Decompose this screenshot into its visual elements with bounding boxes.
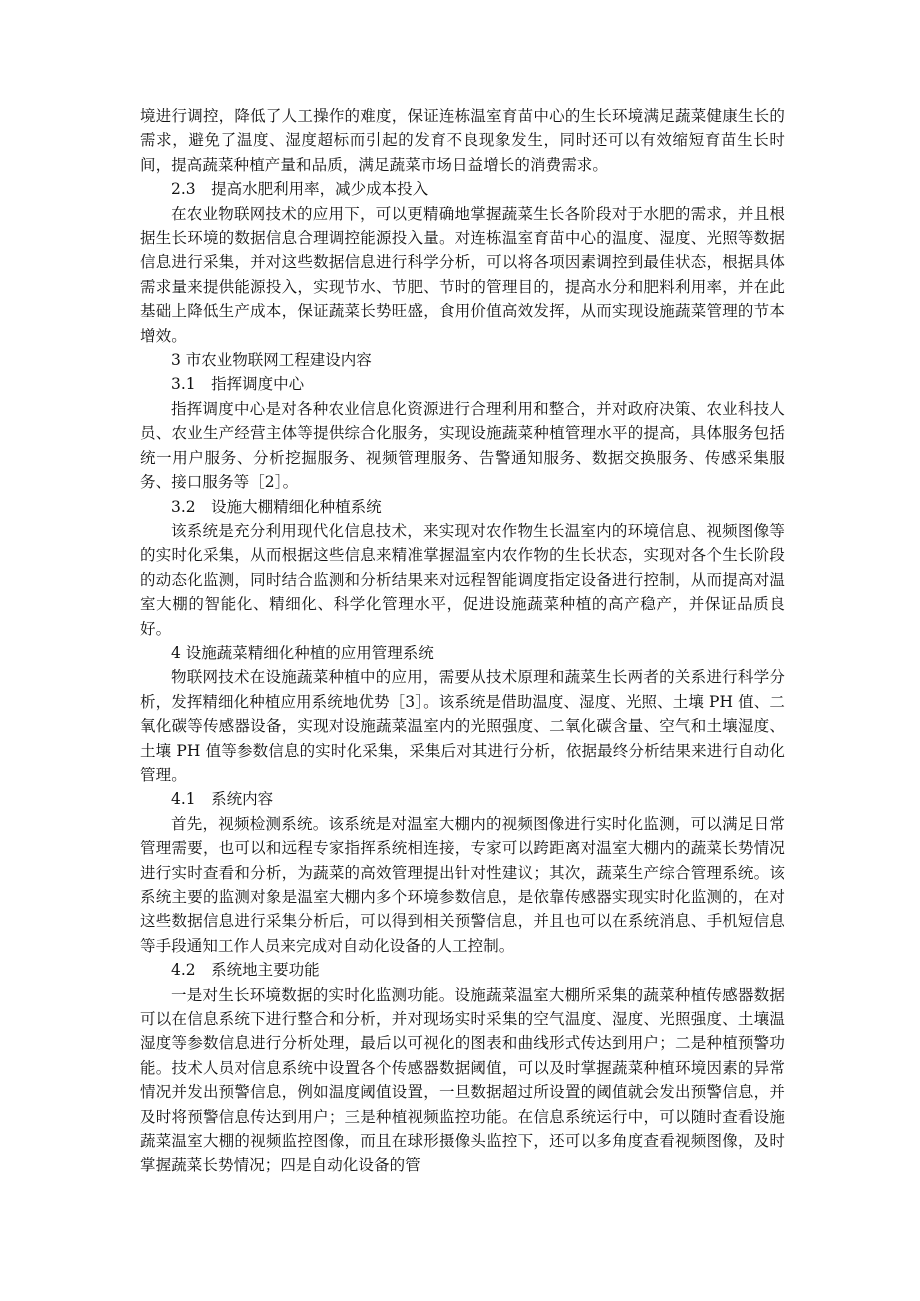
paragraph-4: 物联网技术在设施蔬菜种植中的应用，需要从技术原理和蔬菜生长两者的关系进行科学分析，发挥精细化种植应用系统地优势［3］。该系统是借助温度、湿度、光照、土壤 PH 值、二氧化碳等传感器设备，实现对设施蔬菜温室内的光照强度、二氧化碳含量、空气和土壤湿度、土壤 PH 值等参数信息的实时化采集，采集后对其进行分析，依据最终分析结果来进行自动化管理。: [140, 668, 785, 784]
paragraph-2-3: 在农业物联网技术的应用下，可以更精确地掌握蔬菜生长各阶段对于水肥的需求，并且根据生长环境的数据信息合理调控能源投入量。对连栋温室育苗中心的温度、湿度、光照等数据信息进行采集，并对这些数据信息进行科学分析，可以将各项因素调控到最佳状态，根据具体需求量来提供能源投入，实现节水、节肥、节时的管理目的，提高水分和肥料利用率，并在此基础上降低生产成本，保证蔬菜长势旺盛，食用价值高效发挥，从而实现设施蔬菜管理的节本增效。: [140, 204, 785, 345]
section-heading-4-2: 4.2 系统地主要功能: [171, 961, 320, 980]
section-heading-3: 3 市农业物联网工程建设内容: [171, 351, 372, 370]
paragraph-3-1: 指挥调度中心是对各种农业信息化资源进行合理利用和整合，并对政府决策、农业科技人员、农业生产经营主体等提供综合化服务，实现设施蔬菜种植管理水平的提高，具体服务包括统一用户服务、分析挖掘服务、视频管理服务、告警通知服务、数据交换服务、传感采集服务、接口服务等［2］。: [140, 399, 785, 492]
paragraph-continuation: 境进行调控，降低了人工操作的难度，保证连栋温室育苗中心的生长环境满足蔬菜健康生长的需求，避免了温度、湿度超标而引起的发育不良现象发生，同时还可以有效缩短育苗生长时间，提高蔬菜种植产量和品质，满足蔬菜市场日益增长的消费需求。: [140, 107, 785, 174]
document-page: [140, 104, 785, 1178]
paragraph-4-2: 一是对生长环境数据的实时化监测功能。设施蔬菜温室大棚所采集的蔬菜种植传感器数据可以在信息系统下进行整合和分析，并对现场实时采集的空气温度、湿度、光照强度、土壤温湿度等参数信息进行分析处理，最后以可视化的图表和曲线形式传达到用户；二是种植预警功能。技术人员对信息系统中设置各个传感器数据阈值，可以及时掌握蔬菜种植环境因素的异常情况并发出预警信息，例如温度阈值设置，一旦数据超过所设置的阈值就会发出预警信息，并及时将预警信息传达到用户；三是种植视频监控功能。在信息系统运行中，可以随时查看设施蔬菜温室大棚的视频监控图像，而且在球形摄像头监控下，还可以多角度查看视频图像，及时掌握蔬菜长势情况；四是自动化设备的管: [140, 985, 785, 1175]
section-heading-3-2: 3.2 设施大棚精细化种植系统: [171, 497, 382, 516]
section-heading-2-3: 2.3 提高水肥利用率，减少成本投入: [171, 180, 429, 199]
paragraph-4-1: 首先，视频检测系统。该系统是对温室大棚内的视频图像进行实时化监测，可以满足日常管理需要，也可以和远程专家指挥系统相连接，专家可以跨距离对温室大棚内的蔬菜长势情况进行实时查看和分析，为蔬菜的高效管理提出针对性建议；其次，蔬菜生产综合管理系统。该系统主要的监测对象是温室大棚内多个环境参数信息，是依靠传感器实现实时化监测的，在对这些数据信息进行采集分析后，可以得到相关预警信息，并且也可以在系统消息、手机短信息等手段通知工作人员来完成对自动化设备的人工控制。: [140, 814, 785, 955]
section-heading-4-1: 4.1 系统内容: [171, 790, 274, 809]
paragraph-3-2: 该系统是充分利用现代化信息技术，来实现对农作物生长温室内的环境信息、视频图像等的实时化采集，从而根据这些信息来精准掌握温室内农作物的生长状态，实现对各个生长阶段的动态化监测，同时结合监测和分析结果来对远程智能调度指定设备进行控制，从而提高对温室大棚的智能化、精细化、科学化管理水平，促进设施蔬菜种植的高产稳产，并保证品质良好。: [140, 521, 785, 638]
section-heading-4: 4 设施蔬菜精细化种植的应用管理系统: [171, 643, 434, 662]
section-heading-3-1: 3.1 指挥调度中心: [171, 375, 305, 394]
